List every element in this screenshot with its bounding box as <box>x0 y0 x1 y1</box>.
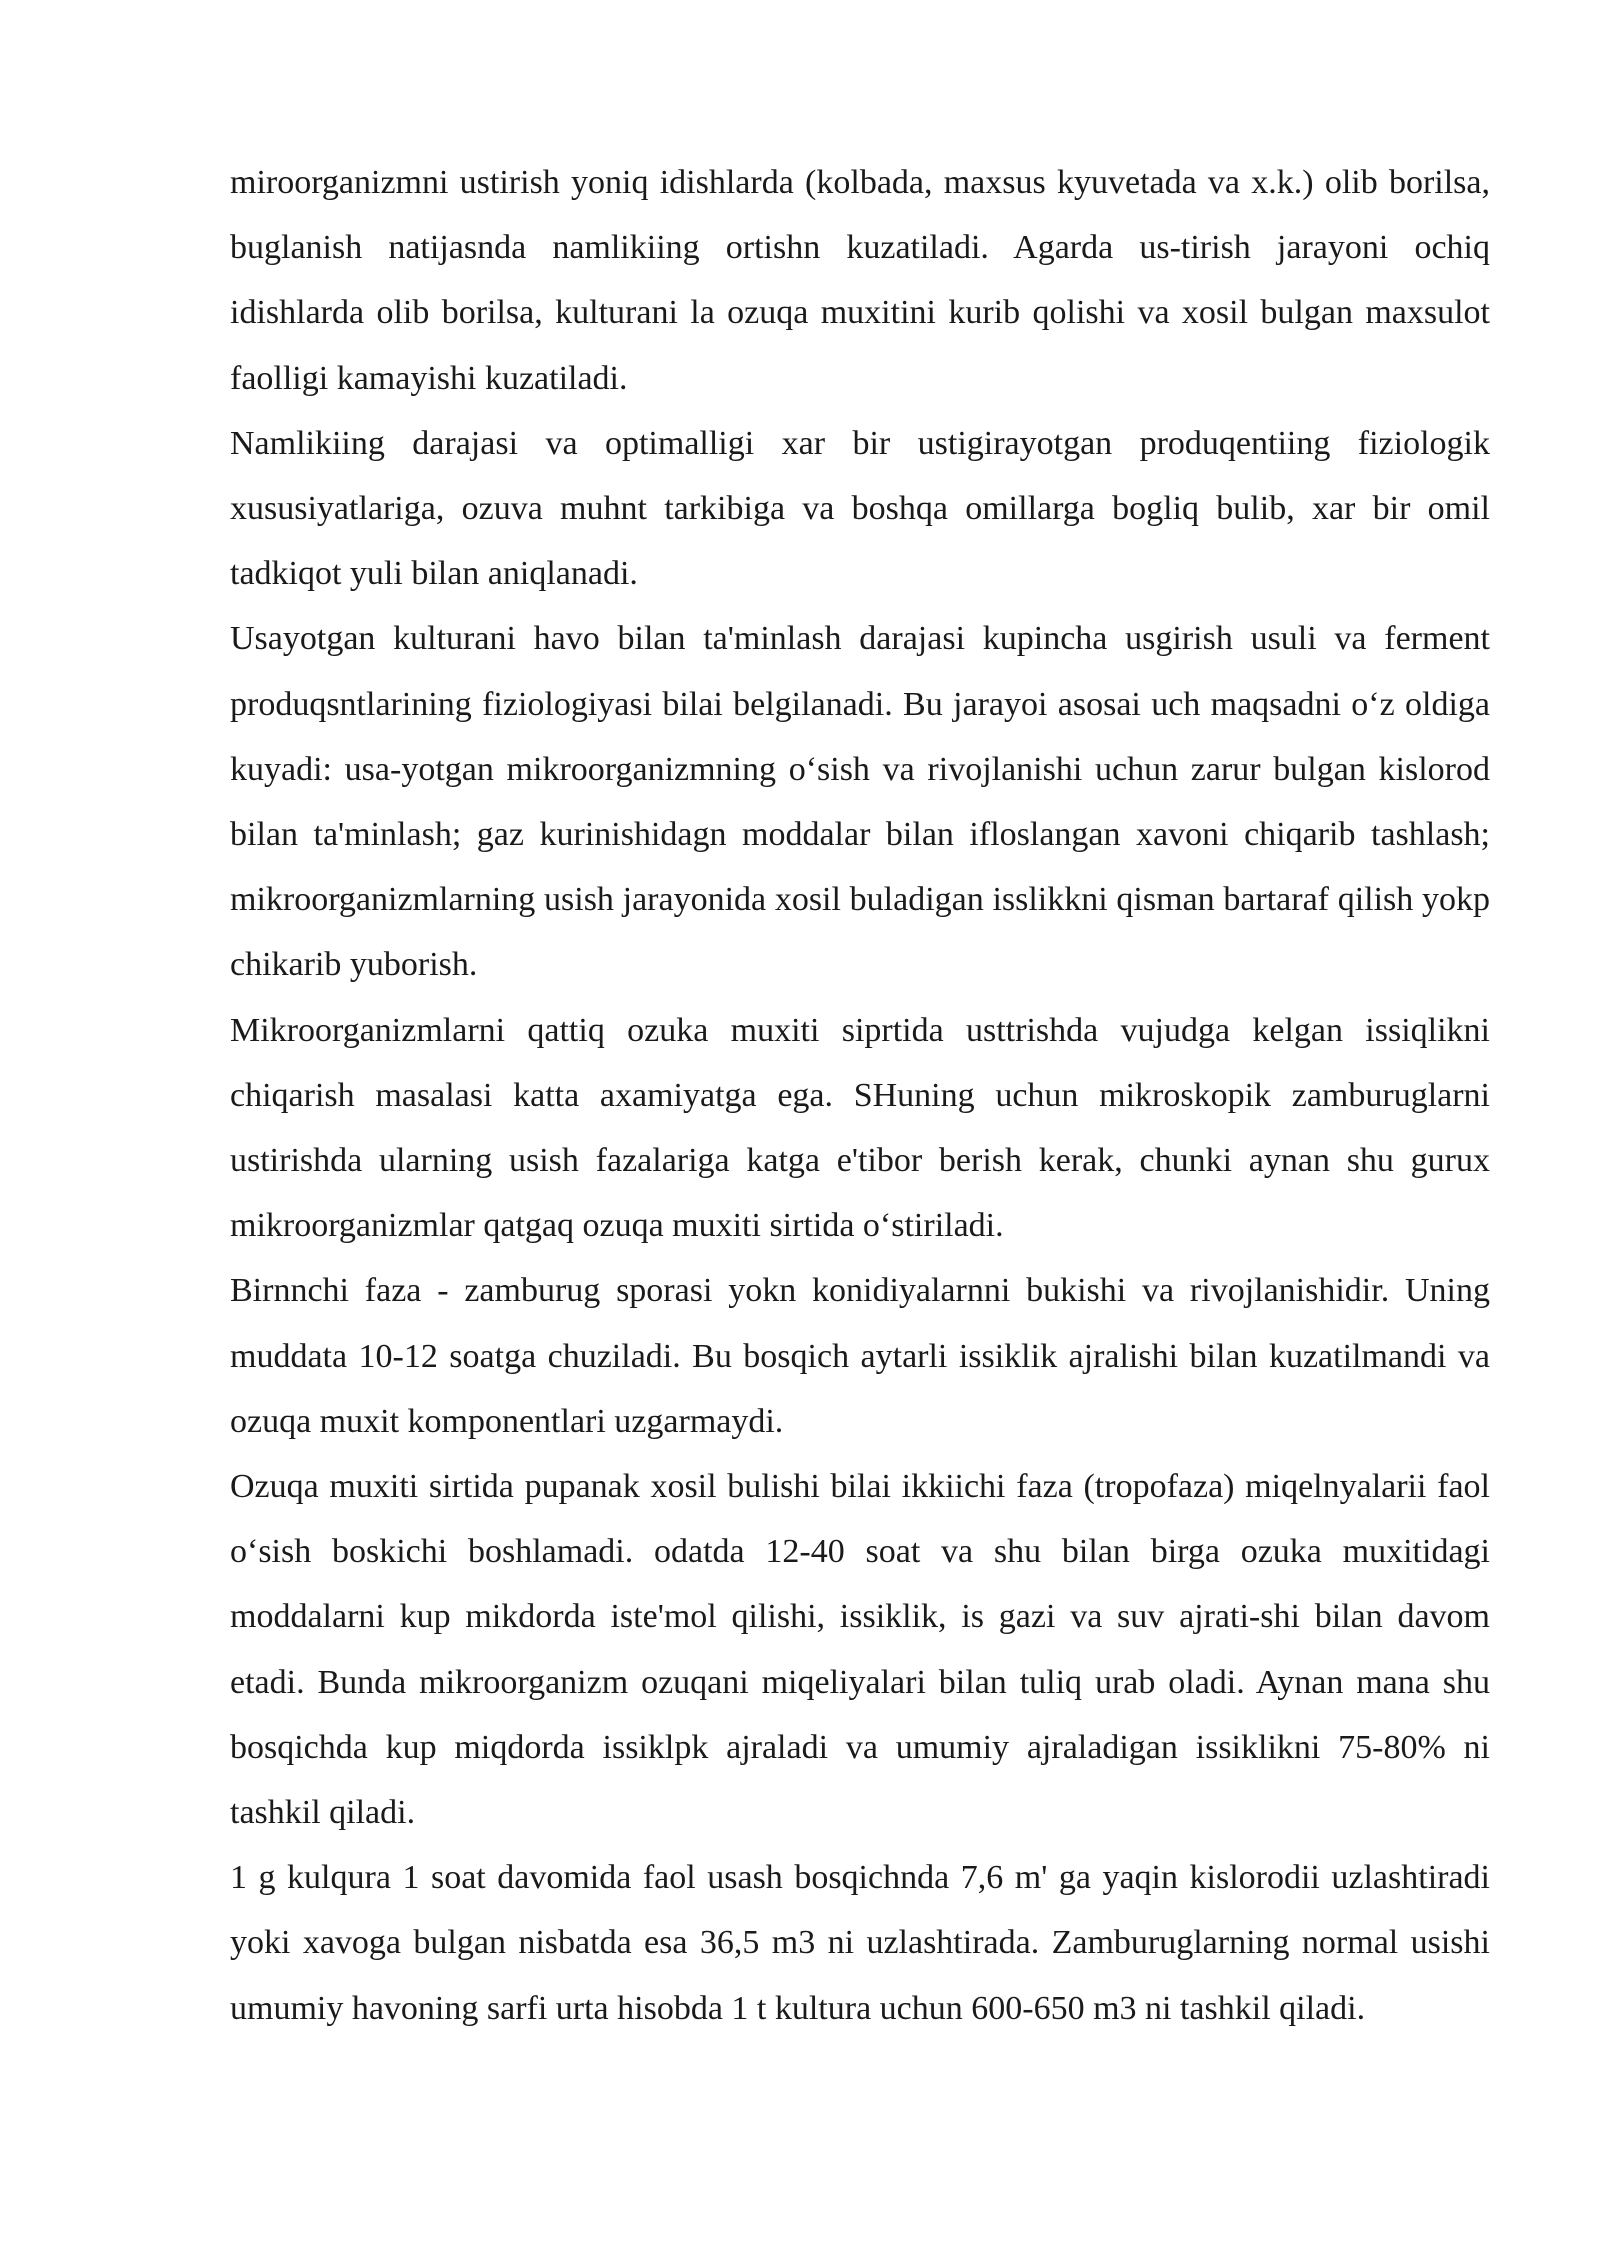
paragraph: 1 g kulqura 1 soat davomida faol usash bosqichnda 7,6 m' ga yaqin kislorodii uzlashtiradi yoki xavoga bulgan nisbatda esa 36,5 m3 ni uzlashtirada. Zamburuglarning normal usishi umumiy havoning sarfi urta hisobda 1 t kultura uchun 600-650 m3 ni tashkil qiladi. <box>230 1859 1490 2027</box>
paragraph: Ozuqa muxiti sirtida pupanak xosil bulishi bilai ikkiichi faza (tropofaza) miqelnyalarii faol o‘sish boskichi boshlamadi. odatda 12-40 soat va shu bilan birga ozuka muxitidagi moddalarni kup mikdorda iste'mol qilishi, issiklik, is gazi va suv ajrati-shi bilan davom etadi. Bunda mikroorganizm ozuqani miqeliyalari bilan tuliq urab oladi. Aynan mana shu bosqichda kup miqdorda issiklpk ajraladi va umumiy ajraladigan issiklikni 75-80% ni tashkil qiladi. <box>230 1468 1490 1832</box>
document-body <box>230 150 1490 2041</box>
paragraph: Namlikiing darajasi va optimalligi xar bir ustigirayotgan produqentiing fiziologik xususiyatlariga, ozuva muhnt tarkibiga va boshqa omillarga bogliq bulib, xar bir omil tadkiqot yuli bilan aniqlanadi. <box>230 424 1490 593</box>
paragraph: Birnnchi faza - zamburug sporasi yokn konidiyalarnni bukishi va rivojlanishidir. Uning muddata 10-12 soatga chuziladi. Bu bosqich aytarli issiklik ajralishi bilan kuzatilmandi va ozuqa muxit komponentlari uzgarmaydi. <box>230 1272 1490 1440</box>
paragraph: miroorganizmni ustirish yoniq idishlarda (kolbada, maxsus kyuvetada va x.k.) olib borilsa, buglanish natijasnda namlikiing ortishn kuzatiladi. Agarda us-tirish jarayoni ochiq idishlarda olib borilsa, kulturani la ozuqa muxitini kurib qolishi va xosil bulgan maxsulot faolligi kamayishi kuzatiladi. <box>230 164 1490 397</box>
paragraph: Mikroorganizmlarni qattiq ozuka muxiti siprtida usttrishda vujudga kelgan issiqlikni chiqarish masalasi katta axamiyatga ega. SHuning uchun mikroskopik zamburuglarni ustirishda ularning usish fazalariga katga e'tibor berish kerak, chunki aynan shu gurux mikroorganizmlar qatgaq ozuqa muxiti sirtida o‘stiriladi. <box>230 1011 1490 1245</box>
paragraph: Usayotgan kulturani havo bilan ta'minlash darajasi kupincha usgirish usuli va ferment produqsntlarining fiziologiyasi bilai belgilanadi. Bu jarayoi asosai uch maqsadni o‘z oldiga kuyadi: usa-yotgan mikroorganizmning o‘sish va rivojlanishi uchun zarur bulgan kislorod bilan ta'minlash; gaz kurinishidagn moddalar bilan ifloslangan xavoni chiqarib tashlash; mikroorganizmlarning usish jarayonida xosil buladigan isslikkni qisman bartaraf qilish yokp chikarib yuborish. <box>230 620 1490 984</box>
